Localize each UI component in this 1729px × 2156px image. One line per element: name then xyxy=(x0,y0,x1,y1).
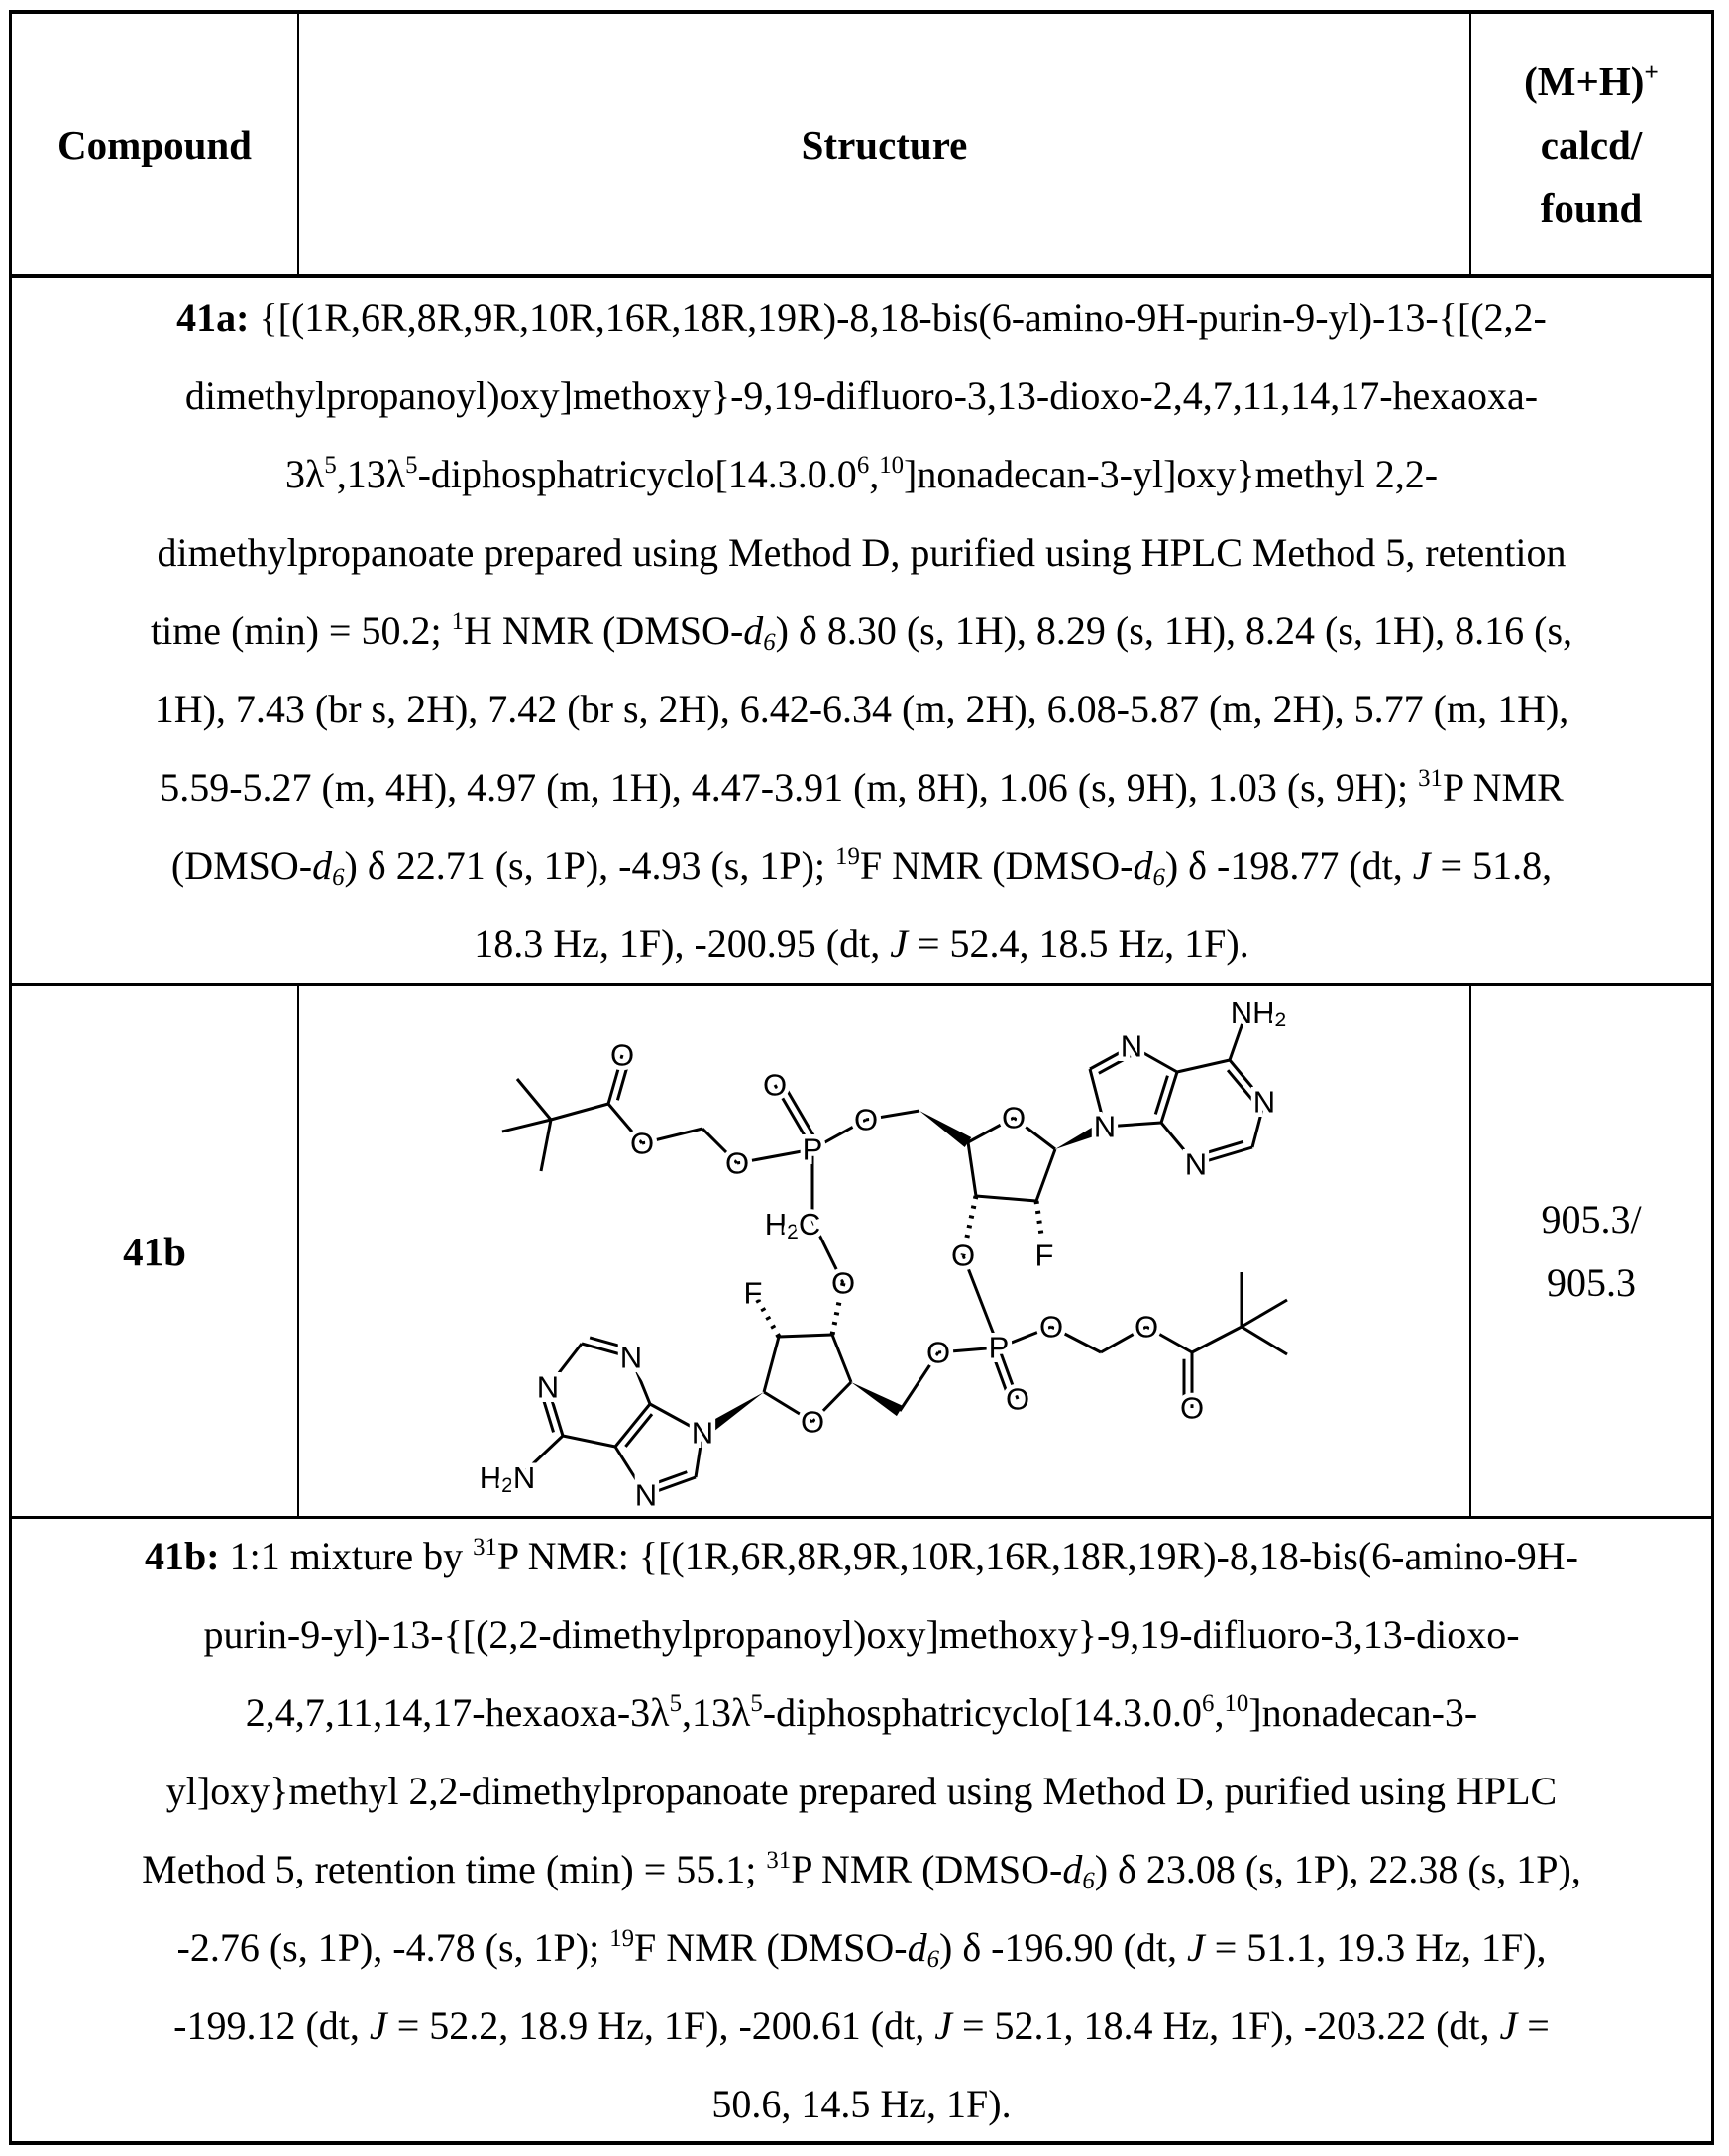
atom-o: O xyxy=(1180,1391,1204,1426)
text-line xyxy=(246,1673,1477,1752)
text-segment: ) δ 22.71 (s, 1P), -4.93 (s, 1P); xyxy=(345,843,836,888)
atom-o: O xyxy=(1002,1101,1026,1135)
text-segment: dimethylpropanoyl)oxy]methoxy}-9,19-difluoro-3,13-dioxo-2,4,7,11,14,17-hexaoxa- xyxy=(185,374,1538,418)
text-line xyxy=(203,1595,1519,1673)
text-segment: H NMR (DMSO- xyxy=(464,608,743,653)
text-line xyxy=(160,748,1564,826)
text-segment: , xyxy=(869,452,879,496)
compound-41b-description xyxy=(11,1519,1712,2141)
text-segment: ]nonadecan-3- xyxy=(1248,1690,1477,1735)
text-segment: F NMR (DMSO- xyxy=(860,843,1134,888)
text-segment: 6 xyxy=(857,452,869,479)
text-segment: 6 xyxy=(332,864,344,891)
atom-n: N xyxy=(1121,1029,1142,1064)
text-line xyxy=(151,592,1572,670)
text-segment: 19 xyxy=(609,1925,634,1952)
header-structure xyxy=(299,14,1469,274)
header-mass-mh: (M+H) xyxy=(1524,58,1644,104)
text-segment: 5 xyxy=(670,1690,682,1717)
text-segment: 31 xyxy=(473,1534,497,1561)
text-segment: F NMR (DMSO- xyxy=(634,1925,908,1970)
atom-o: O xyxy=(831,1266,855,1301)
mass-found: 905.3 xyxy=(1547,1251,1636,1315)
bond xyxy=(563,1436,615,1447)
atom-n: N xyxy=(635,1478,657,1513)
atom-o: O xyxy=(1006,1382,1029,1417)
compound-label: 41b: xyxy=(145,1534,220,1578)
text-segment: ) δ -196.90 (dt, xyxy=(939,1925,1187,1970)
bond xyxy=(1177,1060,1230,1072)
atom-o: O xyxy=(951,1239,975,1273)
bond xyxy=(1192,1327,1242,1352)
text-segment: 31 xyxy=(766,1847,791,1874)
wedge-bond xyxy=(919,1111,971,1147)
text-segment: 2,4,7,11,14,17-hexaoxa-3λ xyxy=(246,1690,670,1735)
text-segment: 5 xyxy=(405,452,417,479)
bond xyxy=(764,1337,779,1392)
text-segment: 5.59-5.27 (m, 4H), 4.97 (m, 1H), 4.47-3.91 (m, 8H), 1.06 (s, 9H), 1.03 (s, 9H); xyxy=(160,765,1418,809)
atom-n: N xyxy=(692,1416,713,1451)
bond xyxy=(502,1120,551,1132)
compound-41b-id: 41b xyxy=(123,1228,186,1275)
bond xyxy=(1242,1327,1287,1354)
text-segment: dimethylpropanoate prepared using Method D, purified using HPLC Method 5, retention xyxy=(158,530,1567,575)
text-line xyxy=(474,905,1249,983)
bond-layer xyxy=(502,1021,1287,1495)
text-line xyxy=(185,357,1538,435)
atom-o: O xyxy=(630,1127,654,1161)
atom-o: O xyxy=(1135,1310,1158,1345)
bond xyxy=(615,1404,650,1447)
text-segment: J xyxy=(370,2003,387,2048)
text-segment: = 52.1, 18.4 Hz, 1F), -203.22 (dt, xyxy=(952,2003,1500,2048)
text-segment: 6 xyxy=(927,1946,939,1973)
text-segment: P NMR (DMSO- xyxy=(791,1847,1062,1891)
text-segment: 50.6, 14.5 Hz, 1F). xyxy=(711,2082,1011,2126)
bond xyxy=(541,1120,551,1171)
text-segment: = 51.8, xyxy=(1431,843,1553,888)
text-segment: J xyxy=(934,2003,952,2048)
text-segment: ) δ 23.08 (s, 1P), 22.38 (s, 1P), xyxy=(1095,1847,1581,1891)
text-segment: 18.3 Hz, 1F), -200.95 (dt, xyxy=(474,921,890,966)
text-line xyxy=(711,2065,1011,2143)
atom-p: P xyxy=(989,1331,1010,1365)
text-segment: 1H), 7.43 (br s, 2H), 7.42 (br s, 2H), 6.42-6.34 (m, 2H), 6.08-5.87 (m, 2H), 5.77 (m, 1H), xyxy=(155,687,1569,731)
text-segment: P NMR: {[(1R,6R,8R,9R,10R,16R,18R,19R)-8,18-bis(6-amino-9H- xyxy=(497,1534,1578,1578)
text-line xyxy=(173,1987,1550,2065)
text-segment: ]nonadecan-3-yl]oxy}methyl 2,2- xyxy=(904,452,1438,496)
atom-f: F xyxy=(1035,1239,1054,1273)
text-segment: purin-9-yl)-13-{[(2,2-dimethylpropanoyl)oxy]methoxy}-9,19-difluoro-3,13-dioxo- xyxy=(203,1612,1519,1657)
text-line xyxy=(142,1830,1581,1908)
text-segment: J xyxy=(1500,2003,1518,2048)
header-mass-line3: found xyxy=(1541,176,1643,240)
text-segment: d xyxy=(312,843,332,888)
text-line xyxy=(285,435,1438,513)
bond xyxy=(1242,1300,1287,1327)
text-segment: 6 xyxy=(1202,1690,1214,1717)
text-segment: 6 xyxy=(1082,1868,1094,1894)
text-segment: -diphosphatricyclo[14.3.0.0 xyxy=(418,452,857,496)
text-line xyxy=(158,513,1567,592)
text-segment: = 52.4, 18.5 Hz, 1F). xyxy=(908,921,1249,966)
text-line xyxy=(176,278,1547,357)
atom-o: O xyxy=(725,1146,749,1181)
text-segment: ,13λ xyxy=(337,452,405,496)
bond xyxy=(968,1142,976,1196)
text-segment: d xyxy=(908,1925,927,1970)
atom-n: N xyxy=(537,1370,559,1405)
text-segment: d xyxy=(1062,1847,1082,1891)
header-mass xyxy=(1471,14,1711,274)
text-segment: {[(1R,6R,8R,9R,10R,16R,18R,19R)-8,18-bis(6-amino-9H-purin-9-yl)-13-{[(2,2- xyxy=(249,295,1546,340)
text-line xyxy=(166,1752,1557,1830)
atom-n: N xyxy=(1094,1110,1116,1144)
text-line xyxy=(171,826,1552,905)
header-mass-plus: + xyxy=(1644,57,1658,85)
bond xyxy=(517,1079,551,1120)
text-segment: 5 xyxy=(324,452,336,479)
bond xyxy=(1036,1149,1055,1201)
atom-n: N xyxy=(1185,1147,1207,1182)
text-line xyxy=(155,670,1569,748)
atom-label-layer xyxy=(480,995,1286,1513)
text-segment: ) δ -198.77 (dt, xyxy=(1165,843,1413,888)
text-segment: d xyxy=(1133,843,1152,888)
text-segment: 6 xyxy=(763,629,775,656)
atom-h2n: H2N xyxy=(480,1460,535,1497)
text-segment: = 52.2, 18.9 Hz, 1F), -200.61 (dt, xyxy=(387,2003,935,2048)
bond xyxy=(1161,1072,1177,1123)
text-segment: 6 xyxy=(1152,864,1164,891)
compound-41b-mass-cell xyxy=(1471,986,1711,1516)
atom-o: O xyxy=(801,1405,824,1440)
mass-calcd: 905.3/ xyxy=(1541,1188,1641,1251)
compound-41b-id-cell xyxy=(12,986,297,1516)
header-mass-line1 xyxy=(1524,50,1659,113)
bond xyxy=(779,1335,832,1337)
text-segment: 1:1 mixture by xyxy=(220,1534,474,1578)
text-segment: = xyxy=(1517,2003,1550,2048)
header-compound xyxy=(12,14,297,274)
atom-n: N xyxy=(620,1341,642,1375)
text-segment: Method 5, retention time (min) = 55.1; xyxy=(142,1847,766,1891)
atom-o: O xyxy=(763,1068,787,1103)
text-segment: 10 xyxy=(879,452,904,479)
header-structure-label: Structure xyxy=(802,121,968,168)
structure-41b-cell xyxy=(299,986,1469,1516)
bond xyxy=(551,1104,608,1120)
compound-41a-description xyxy=(11,278,1712,983)
text-segment: 19 xyxy=(835,843,860,870)
compound-label: 41a: xyxy=(176,295,249,340)
text-line xyxy=(145,1517,1578,1595)
text-segment: -2.76 (s, 1P), -4.78 (s, 1P); xyxy=(177,1925,610,1970)
atom-o: O xyxy=(610,1038,634,1073)
structure-41b-drawing xyxy=(299,986,1469,1516)
bond xyxy=(976,1196,1036,1201)
text-segment: , xyxy=(1214,1690,1224,1735)
text-segment: 1 xyxy=(452,608,464,635)
atom-n: N xyxy=(1253,1085,1275,1120)
atom-o: O xyxy=(1039,1310,1063,1345)
text-segment: J xyxy=(1413,843,1431,888)
text-segment: = 51.1, 19.3 Hz, 1F), xyxy=(1205,1925,1547,1970)
text-segment: -199.12 (dt, xyxy=(173,2003,370,2048)
atom-h2c: H2C xyxy=(765,1207,820,1243)
text-segment: 5 xyxy=(750,1690,762,1717)
text-segment: ) δ 8.30 (s, 1H), 8.29 (s, 1H), 8.24 (s, 1H), 8.16 (s, xyxy=(776,608,1572,653)
text-segment: 31 xyxy=(1418,765,1443,792)
text-segment: d xyxy=(743,608,763,653)
atom-o: O xyxy=(926,1336,950,1370)
text-segment: 3λ xyxy=(285,452,324,496)
atom-o: O xyxy=(854,1103,878,1137)
text-segment: ,13λ xyxy=(682,1690,750,1735)
text-segment: (DMSO- xyxy=(171,843,312,888)
text-segment: P NMR xyxy=(1443,765,1564,809)
text-segment: time (min) = 50.2; xyxy=(151,608,452,653)
text-segment: J xyxy=(1187,1925,1205,1970)
text-segment: yl]oxy}methyl 2,2-dimethylpropanoate prepared using Method D, purified using HPLC xyxy=(166,1769,1557,1813)
text-segment: J xyxy=(890,921,908,966)
header-mass-line2: calcd/ xyxy=(1541,113,1642,176)
text-line xyxy=(177,1908,1547,1987)
bond xyxy=(832,1335,851,1382)
header-compound-label: Compound xyxy=(57,121,252,168)
text-segment: 10 xyxy=(1224,1690,1248,1717)
atom-p: P xyxy=(803,1132,823,1167)
text-segment: -diphosphatricyclo[14.3.0.0 xyxy=(763,1690,1202,1735)
atom-nh2: NH2 xyxy=(1231,995,1286,1031)
atom-f: F xyxy=(744,1276,763,1311)
wedge-bond xyxy=(851,1382,903,1416)
